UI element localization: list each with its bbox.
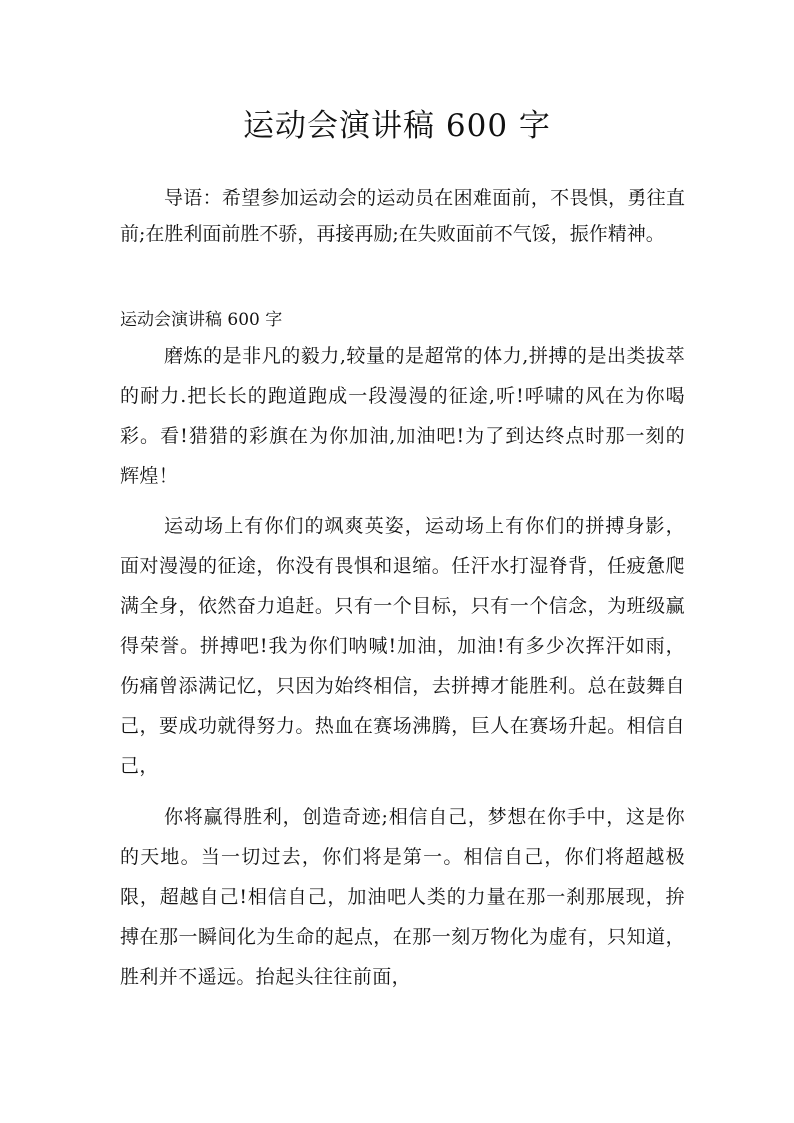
intro-paragraph: 导语：希望参加运动会的运动员在困难面前，不畏惧，勇往直前;在胜利面前胜不骄，再接再励;在失败面前不气馁，振作精神。 [120,187,685,245]
body-paragraph-2: 运动场上有你们的飒爽英姿，运动场上有你们的拼搏身影，面对漫漫的征途，你没有畏惧和退缩。任汗水打湿脊背，任疲惫爬满全身，依然奋力追赶。只有一个目标，只有一个信念，为班级赢得荣誉。拼搏吧!我为你们呐喊!加油，加油!有多少次挥汗如雨，伤痛曾添满记忆，只因为始终相信，去拼搏才能胜利。总在鼓舞自己，要成功就得努力。热血在赛场沸腾，巨人在赛场升起。相信自己， [120,515,685,777]
document-page [120,0,685,1123]
body-paragraph-3: 你将赢得胜利，创造奇迹;相信自己，梦想在你手中，这是你的天地。当一切过去，你们将是第一。相信自己，你们将超越极限，超越自己!相信自己，加油吧人类的力量在那一刹那展现，拚搏在那一瞬间化为生命的起点，在那一刻万物化为虚有，只知道，胜利并不遥远。抬起头往往前面， [120,806,685,988]
section-subtitle: 运动会演讲稿 600 字 [120,310,283,330]
page-title: 运动会演讲稿 600 字 [243,108,551,144]
body-paragraph-1: 磨炼的是非凡的毅力,较量的是超常的体力,拼搏的是出类拔萃的耐力.把长长的跑道跑成一段漫漫的征途,听!呼啸的风在为你喝彩。看!猎猎的彩旗在为你加油,加油吧!为了到达终点时那一刻的辉煌！ [120,345,685,487]
